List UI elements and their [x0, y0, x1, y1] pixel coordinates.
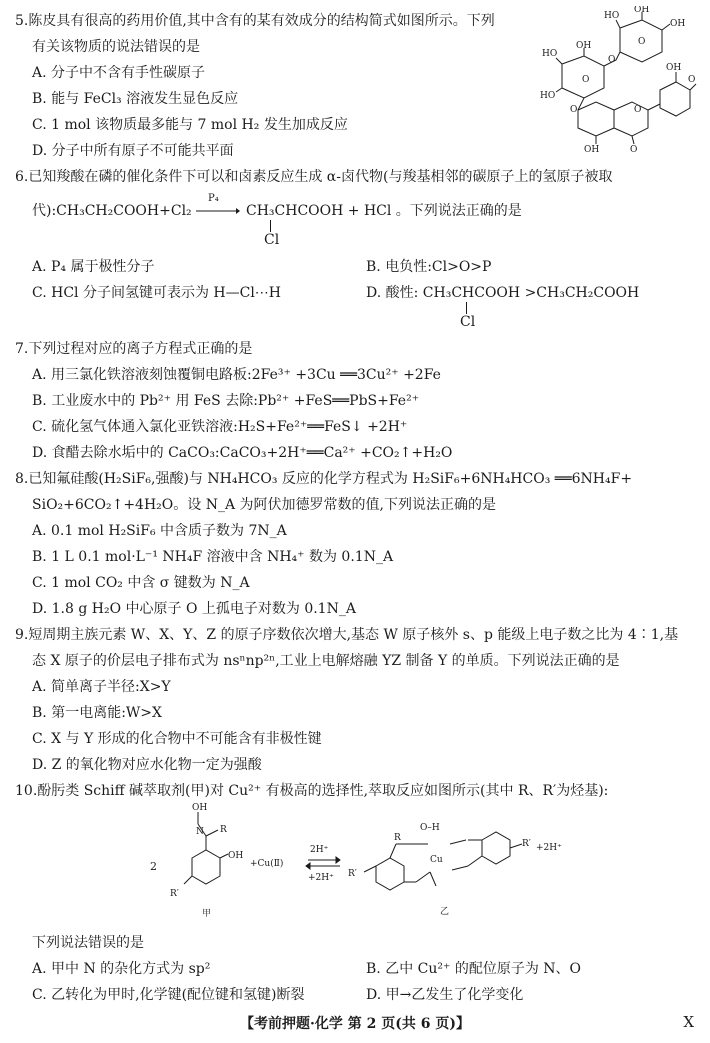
q5-stem-line1: 5.陈皮具有很高的药用价值,其中含有的某有效成分的结构简式如图所示。下列 [15, 13, 495, 29]
q8-option-a: A. 0.1 mol H₂SiF₆ 中含质子数为 7N_A [32, 523, 287, 539]
q5-structure-figure [520, 6, 700, 154]
fig-label-jia: 甲 [202, 909, 212, 919]
fig-oh: OH [228, 851, 244, 861]
q8-stem-line1: 8.已知氟硅酸(H₂SiF₆,强酸)与 NH₄HCO₃ 反应的化学方程式为 H₂SiF₆+6NH₄HCO₃ ══6NH₄F+ [15, 471, 633, 487]
fig-label: O [688, 75, 696, 85]
q6-arrow [196, 206, 240, 216]
fig-rp-right: R′ [522, 839, 531, 849]
q5-stem-line2: 有关该物质的说法错误的是 [32, 39, 200, 55]
q6-catalyst: P₄ [208, 193, 219, 204]
fig-r: R [220, 825, 227, 835]
fig-label: O [608, 55, 616, 65]
fig-label: O [582, 75, 590, 85]
fig-label: OH [634, 6, 650, 15]
fig-plus-2h: +2H⁺ [536, 843, 562, 853]
fig-label-yi: 乙 [440, 907, 450, 917]
fig-plus-cu: +Cu(Ⅱ) [250, 859, 284, 869]
q7-option-c: C. 硫化氢气体通入氯化亚铁溶液:H₂S+Fe²⁺══FeS↓ +2H⁺ [32, 419, 408, 435]
fig-rp-left: R′ [348, 869, 357, 879]
q5-option-a: A. 分子中不含有手性碳原子 [32, 65, 206, 81]
fig-label: O [570, 105, 578, 115]
q10-reaction-figure [150, 800, 590, 928]
q9-option-c: C. X 与 Y 形成的化合物中不可能含有非极性键 [32, 731, 322, 747]
q9-stem-line1: 9.短周期主族元素 W、X、Y、Z 的原子序数依次增大,基态 W 原子核外 s、p 能级上电子数之比为 4∶1,基 [15, 627, 679, 643]
q6-d-bond [466, 302, 467, 314]
q7-option-a: A. 用三氯化铁溶液刻蚀覆铜电路板:2Fe³⁺ +3Cu ══3Cu²⁺ +2Fe [32, 367, 441, 383]
fig-r-left: R [394, 833, 401, 843]
q6-bond [270, 220, 271, 232]
corner-mark: X [683, 1013, 694, 1031]
q9-option-b: B. 第一电离能:W>X [32, 705, 162, 721]
fig-label: OH [666, 63, 682, 73]
fig-oh-top: OH [192, 803, 208, 813]
fig-cu: Cu [430, 855, 443, 865]
q10-stem: 10.酚肟类 Schiff 碱萃取剂(甲)对 Cu²⁺ 有极高的选择性,萃取反应如图所示(其中 R、R′为烃基): [15, 783, 609, 799]
fig-label: HO [604, 11, 620, 21]
fig-label: OH [670, 19, 686, 29]
q7-option-b: B. 工业废水中的 Pb²⁺ 用 FeS 去除:Pb²⁺ +FeS══PbS+Fe²⁺ [32, 393, 420, 409]
q10-option-a: A. 甲中 N 的杂化方式为 sp² [32, 961, 211, 977]
fig-arrow-bottom: +2H⁺ [308, 873, 334, 883]
q6-d-cl: Cl [460, 314, 476, 330]
q10-option-b: B. 乙中 Cu²⁺ 的配位原子为 N、O [366, 961, 581, 977]
q6-cl: Cl [264, 232, 280, 248]
fig-rp: R′ [170, 889, 179, 899]
fig-label: OH [584, 145, 600, 154]
q8-option-b: B. 1 L 0.1 mol·L⁻¹ NH₄F 溶液中含 NH₄⁺ 数为 0.1N_A [32, 549, 394, 565]
q8-option-d: D. 1.8 g H₂O 中心原子 O 上孤电子对数为 0.1N_A [32, 601, 356, 617]
q10-option-c: C. 乙转化为甲时,化学键(配位键和氢键)断裂 [32, 987, 305, 1003]
fig-label: OH [576, 41, 592, 51]
q6-option-d: D. 酸性: CH₃CHCOOH >CH₃CH₂COOH [366, 285, 640, 301]
fig-arrow-top: 2H⁺ [310, 845, 329, 855]
fig-label: HO [542, 49, 558, 59]
q7-stem: 7.下列过程对应的离子方程式正确的是 [15, 341, 253, 357]
q5-option-d: D. 分子中所有原子不可能共平面 [32, 143, 234, 159]
q9-option-d: D. Z 的氧化物对应水化物一定为强酸 [32, 757, 262, 773]
fig-coef: 2 [150, 860, 157, 873]
fig-label: O [638, 37, 646, 47]
fig-n: N [196, 827, 204, 837]
q6-option-a: A. P₄ 属于极性分子 [32, 259, 155, 275]
q5-option-c: C. 1 mol 该物质最多能与 7 mol H₂ 发生加成反应 [32, 117, 348, 133]
fig-o-h: O–H [420, 823, 440, 833]
q10-option-d: D. 甲→乙发生了化学变化 [366, 987, 524, 1003]
q8-option-c: C. 1 mol CO₂ 中含 σ 键数为 N_A [32, 575, 250, 591]
fig-label: HO [540, 91, 556, 101]
fig-label: O [634, 105, 642, 115]
q5-option-b: B. 能与 FeCl₃ 溶液发生显色反应 [32, 91, 239, 107]
page-footer: 【考前押题·化学 第 2 页(共 6 页)】 [240, 1016, 470, 1032]
q9-stem-line2: 态 X 原子的价层电子排布式为 nsⁿnp²ⁿ,工业上电解熔融 YZ 制备 Y 的单质。下列说法正确的是 [32, 653, 620, 669]
q6-equation-right: CH₃CHCOOH + HCl 。下列说法正确的是 [246, 203, 522, 219]
q7-option-d: D. 食醋去除水垢中的 CaCO₃:CaCO₃+2H⁺══Ca²⁺ +CO₂↑+H₂O [32, 445, 453, 461]
q9-option-a: A. 简单离子半径:X>Y [32, 679, 171, 695]
q8-stem-line2: SiO₂+6CO₂↑+4H₂O。设 N_A 为阿伏加德罗常数的值,下列说法正确的是 [32, 497, 496, 513]
q6-equation-left: 代):CH₃CH₂COOH+Cl₂ [32, 203, 192, 219]
q6-option-c: C. HCl 分子间氢键可表示为 H—Cl⋯H [32, 285, 282, 301]
fig-label: O [630, 145, 638, 154]
q6-option-b: B. 电负性:Cl>O>P [366, 259, 492, 275]
q10-sub-stem: 下列说法错误的是 [32, 935, 144, 951]
q6-stem-line1: 6.已知羧酸在磷的催化条件下可以和卤素反应生成 α-卤代物(与羧基相邻的碳原子上的氢原子被取 [15, 169, 613, 185]
